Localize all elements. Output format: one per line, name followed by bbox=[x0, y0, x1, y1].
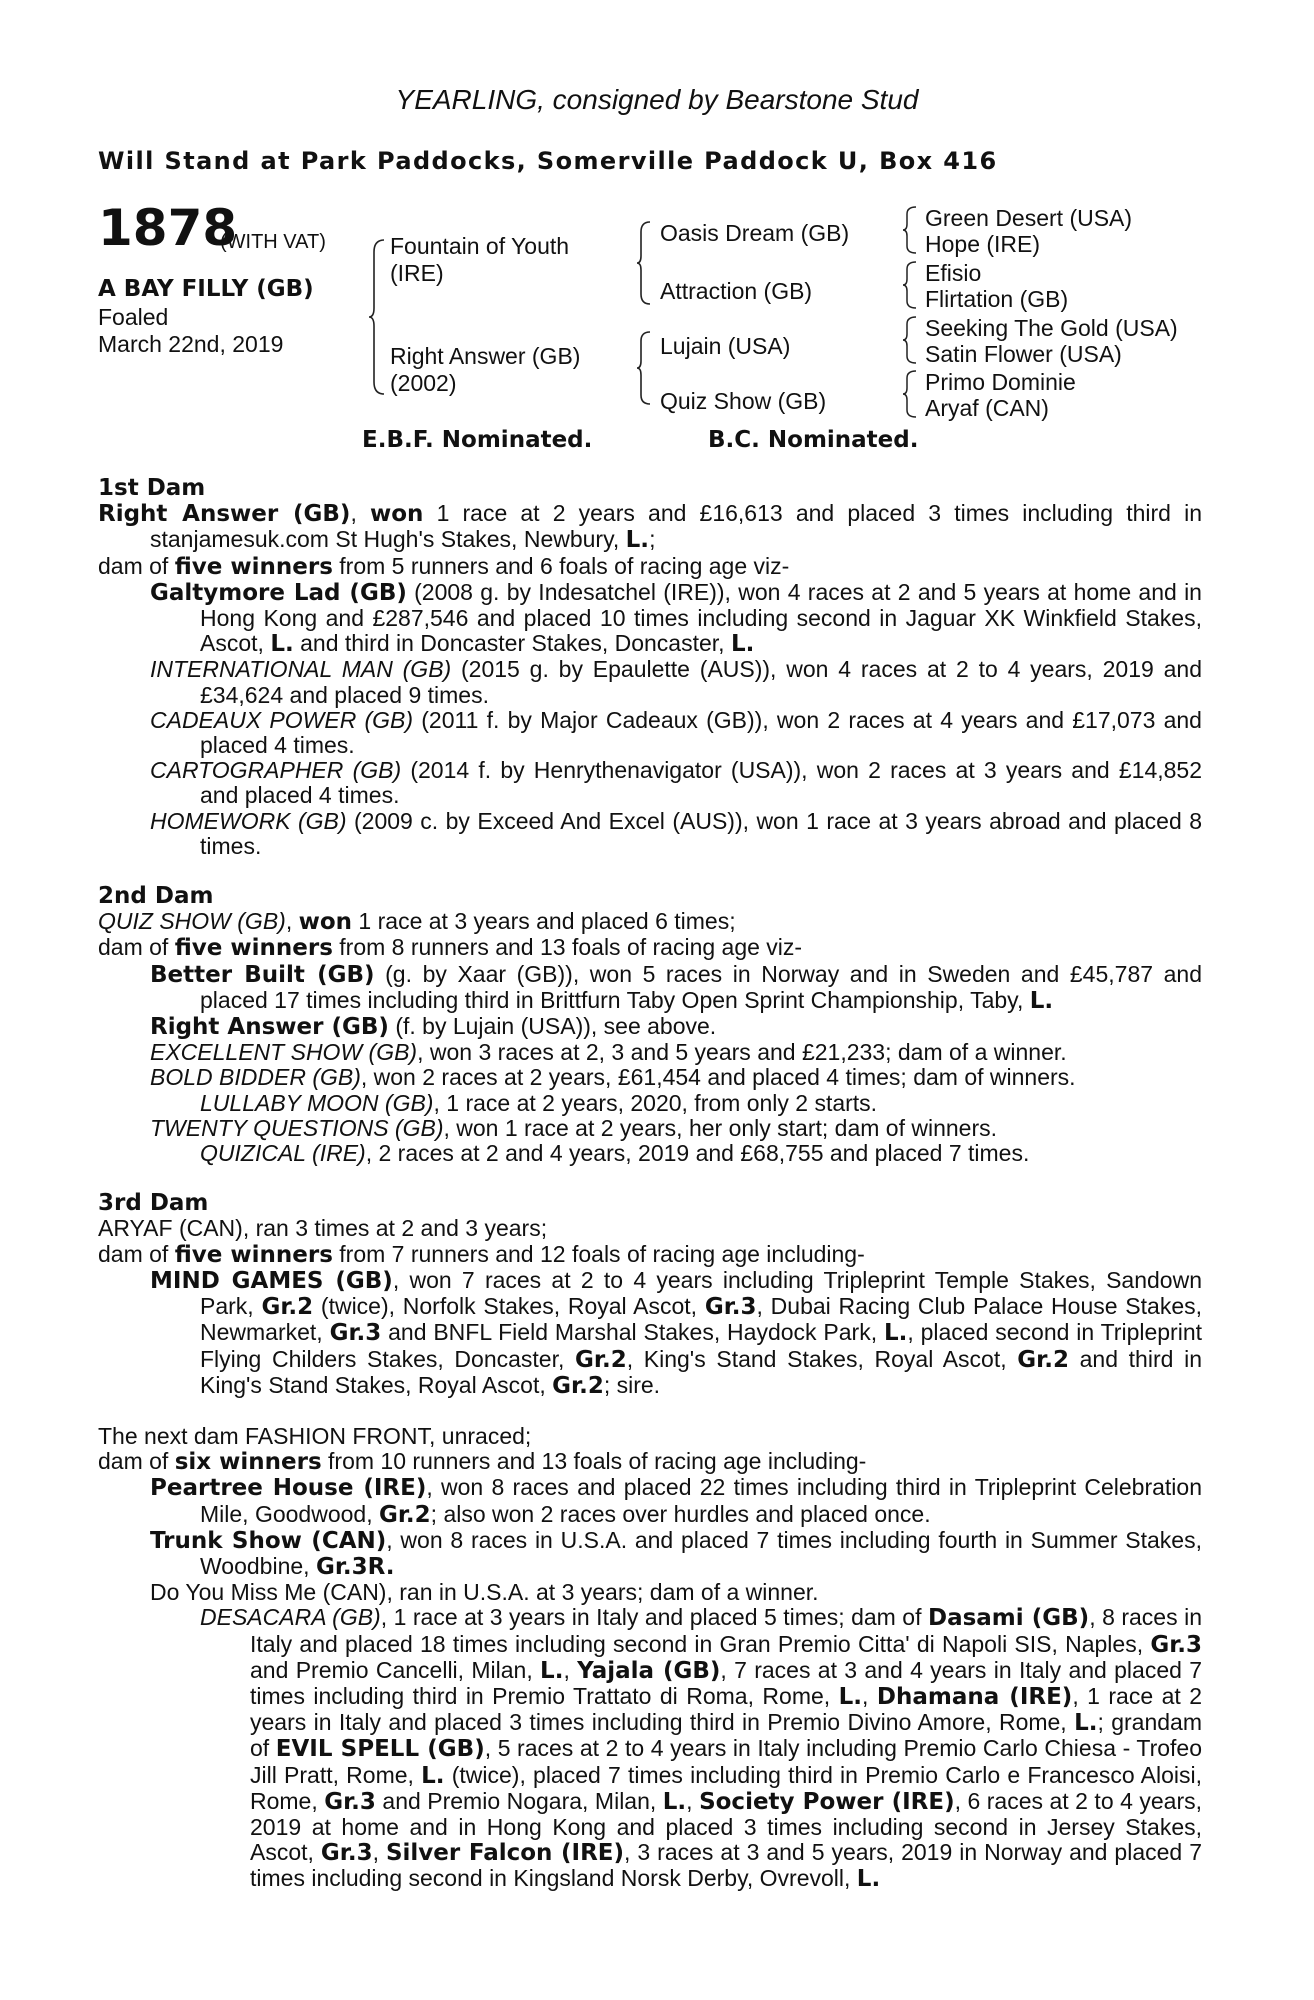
second-dam-produce-item: EXCELLENT SHOW (GB), won 3 races at 2, 3 and 5 years and £21,233; dam of a winner. bbox=[150, 1039, 1067, 1066]
ped-g3-7: Primo Dominie bbox=[925, 369, 1076, 395]
dam-name-line1: Right Answer (GB) bbox=[390, 343, 581, 369]
first-dam-heading: 1st Dam bbox=[98, 475, 206, 501]
second-dam-produce-item: TWENTY QUESTIONS (GB), won 1 race at 2 years, her only start; dam of winners. bbox=[150, 1114, 998, 1141]
ped-g3-4: Flirtation (GB) bbox=[925, 286, 1069, 312]
pedigree-brace-g3-3 bbox=[902, 315, 918, 365]
dam-name bbox=[390, 343, 580, 397]
first-dam-record: Right Answer (GB), won 1 race at 2 years and £16,613 and placed 3 times including third in stanjamesuk.com St Hugh's Stakes, Newbury, L.; bbox=[98, 500, 1202, 554]
ped-g3-2: Hope (IRE) bbox=[925, 231, 1041, 257]
sire-name-line2: (IRE) bbox=[390, 260, 444, 286]
pedigree-brace-g3-4 bbox=[902, 369, 918, 419]
ped-sire-dam: Attraction (GB) bbox=[660, 278, 813, 304]
first-dam-produce-item: Galtymore Lad (GB) (2008 g. by Indesatchel (IRE)), won 4 races at 2 and 5 years at home and in Hong Kong and £287,546 and placed 10 times including second in Jaguar XK Winkfield Stakes, Ascot, L. and third in Doncaster Stakes, Doncaster, L. bbox=[150, 578, 1202, 658]
second-dam-grandproduce-item: LULLABY MOON (GB), 1 race at 2 years, 2020, from only 2 starts. bbox=[200, 1089, 878, 1116]
third-dam-heading: 3rd Dam bbox=[98, 1190, 209, 1217]
second-dam-grandproduce-item: QUIZICAL (IRE), 2 races at 2 and 4 years, 2019 and £68,755 and placed 7 times. bbox=[200, 1140, 1030, 1167]
next-dam-produce-item: Do You Miss Me (CAN), ran in U.S.A. at 3 years; dam of a winner. bbox=[150, 1579, 819, 1606]
next-dam-produce-item: Peartree House (IRE), won 8 races and placed 22 times including third in Tripleprint Celebration Mile, Goodwood, Gr.2; also won 2 races over hurdles and placed once. bbox=[150, 1474, 1202, 1528]
second-dam-produce-item: Better Built (GB) (g. by Xaar (GB)), won 5 races in Norway and in Sweden and £45,787 and placed 17 times including third in Brittfurn Taby Open Sprint Championship, Taby, L. bbox=[150, 960, 1202, 1014]
ped-sire-sire: Oasis Dream (GB) bbox=[660, 220, 850, 246]
lot-name: A BAY FILLY (GB) bbox=[98, 276, 314, 302]
first-dam-produce-summary: dam of five winners from 5 runners and 6 foals of racing age viz- bbox=[98, 552, 790, 580]
ped-dam-sire: Lujain (USA) bbox=[660, 333, 791, 359]
first-dam-produce-item: HOMEWORK (GB) (2009 c. by Exceed And Excel (AUS)), won 1 race at 3 years abroad and placed 8 times. bbox=[150, 807, 1202, 859]
second-dam-record: QUIZ SHOW (GB), won 1 race at 3 years and placed 6 times; bbox=[98, 908, 736, 936]
first-dam-produce-item: INTERNATIONAL MAN (GB) (2015 g. by Epaulette (AUS)), won 4 races at 2 to 4 years, 2019 and £34,624 and placed 9 times. bbox=[150, 656, 1202, 708]
pedigree-brace-dam bbox=[636, 330, 652, 406]
second-dam-produce-item: BOLD BIDDER (GB), won 2 races at 2 years, £61,454 and placed 4 times; dam of winners. bbox=[150, 1064, 1076, 1091]
catalogue-body bbox=[98, 476, 1202, 1893]
first-dam-produce-item: CARTOGRAPHER (GB) (2014 f. by Henrythenavigator (USA)), won 2 races at 3 years and £14,852 and placed 4 times. bbox=[150, 757, 1202, 809]
second-dam-produce-summary: dam of five winners from 8 runners and 13 foals of racing age viz- bbox=[98, 934, 803, 962]
ped-g3-1: Green Desert (USA) bbox=[925, 205, 1133, 231]
second-dam-heading: 2nd Dam bbox=[98, 883, 214, 910]
third-dam-produce-summary: dam of five winners from 7 runners and 12 foals of racing age including- bbox=[98, 1240, 865, 1268]
vat-label: (WITH VAT) bbox=[220, 231, 326, 253]
pedigree-brace-sire bbox=[636, 220, 652, 306]
foaled-date: March 22nd, 2019 bbox=[98, 331, 284, 357]
ped-g3-3: Efisio bbox=[925, 260, 982, 286]
sire-name bbox=[390, 233, 569, 287]
sale-header: YEARLING, consigned by Bearstone Stud bbox=[395, 84, 919, 115]
foaled-info bbox=[98, 304, 283, 358]
pedigree-brace-g3-2 bbox=[902, 260, 918, 310]
second-dam-produce-item: Right Answer (GB) (f. by Lujain (USA)), see above. bbox=[150, 1013, 717, 1041]
next-dam-produce-item: Trunk Show (CAN), won 8 races in U.S.A. and placed 7 times including fourth in Summer Stakes, Woodbine, Gr.3R. bbox=[150, 1526, 1202, 1580]
sire-name-line1: Fountain of Youth bbox=[390, 233, 570, 259]
ped-dam-dam: Quiz Show (GB) bbox=[660, 388, 827, 414]
ebf-nomination: E.B.F. Nominated. bbox=[362, 427, 593, 453]
next-dam-record: The next dam FASHION FRONT, unraced; bbox=[98, 1422, 532, 1449]
bc-nomination: B.C. Nominated. bbox=[708, 427, 919, 453]
foaled-label: Foaled bbox=[98, 304, 169, 330]
next-dam-grandproduce-item: DESACARA (GB), 1 race at 3 years in Italy and placed 5 times; dam of Dasami (GB), 8 races in Italy and placed 18 times including second in Gran Premio Citta' di Napoli SIS, Naples, Gr.3 and Premio Cancelli, Milan, L., Yajala (GB), 7 races at 3 and 4 years in Italy and placed 7 times including third in Premio Trattato di Roma, Rome, L., Dhamana (IRE), 1 race at 2 years in Italy and placed 3 times including third in Premio Divino Amore, Rome, L.; grandam of EVIL SPELL (GB), 5 races at 2 to 4 years in Italy including Premio Carlo Chiesa - Trofeo Jill Pratt, Rome, L. (twice), placed 7 times including third in Premio Carlo e Francesco Aloisi, Rome, Gr.3 and Premio Nogara, Milan, L., Society Power (IRE), 6 races at 2 to 4 years, 2019 at home and in Hong Kong and placed 3 times including second in Jersey Stakes, Ascot, Gr.3, Silver Falcon (IRE), 3 races at 3 and 5 years, 2019 in Norway and placed 7 times including second in Kingsland Norsk Derby, Ovrevoll, L. bbox=[200, 1604, 1203, 1893]
ped-g3-5: Seeking The Gold (USA) bbox=[925, 315, 1178, 341]
third-dam-record: ARYAF (CAN), ran 3 times at 2 and 3 years; bbox=[98, 1215, 548, 1242]
third-dam-produce-item: MIND GAMES (GB), won 7 races at 2 to 4 years including Tripleprint Temple Stakes, Sandown Park, Gr.2 (twice), Norfolk Stakes, Royal Ascot, Gr.3, Dubai Racing Club Palace House Stakes, Newmarket, Gr.3 and BNFL Field Marshal Stakes, Haydock Park, L., placed second in Tripleprint Flying Childers Stakes, Doncaster, Gr.2, King's Stand Stakes, Royal Ascot, Gr.2 and third in King's Stand Stakes, Royal Ascot, Gr.2; sire. bbox=[150, 1266, 1203, 1399]
next-dam-produce-summary: dam of six winners from 10 runners and 13 foals of racing age including- bbox=[98, 1448, 867, 1476]
stand-location: Will Stand at Park Paddocks, Somerville Paddock U, Box 416 bbox=[98, 147, 998, 175]
pedigree-brace-g3-1 bbox=[902, 205, 918, 255]
ped-g3-8: Aryaf (CAN) bbox=[925, 395, 1049, 421]
pedigree-brace-gen1 bbox=[368, 238, 386, 396]
ped-g3-6: Satin Flower (USA) bbox=[925, 341, 1122, 367]
lot-number: 1878 bbox=[98, 199, 238, 257]
dam-name-line2: (2002) bbox=[390, 370, 457, 396]
first-dam-produce-item: CADEAUX POWER (GB) (2011 f. by Major Cadeaux (GB)), won 2 races at 4 years and £17,073 and placed 4 times. bbox=[150, 706, 1202, 759]
